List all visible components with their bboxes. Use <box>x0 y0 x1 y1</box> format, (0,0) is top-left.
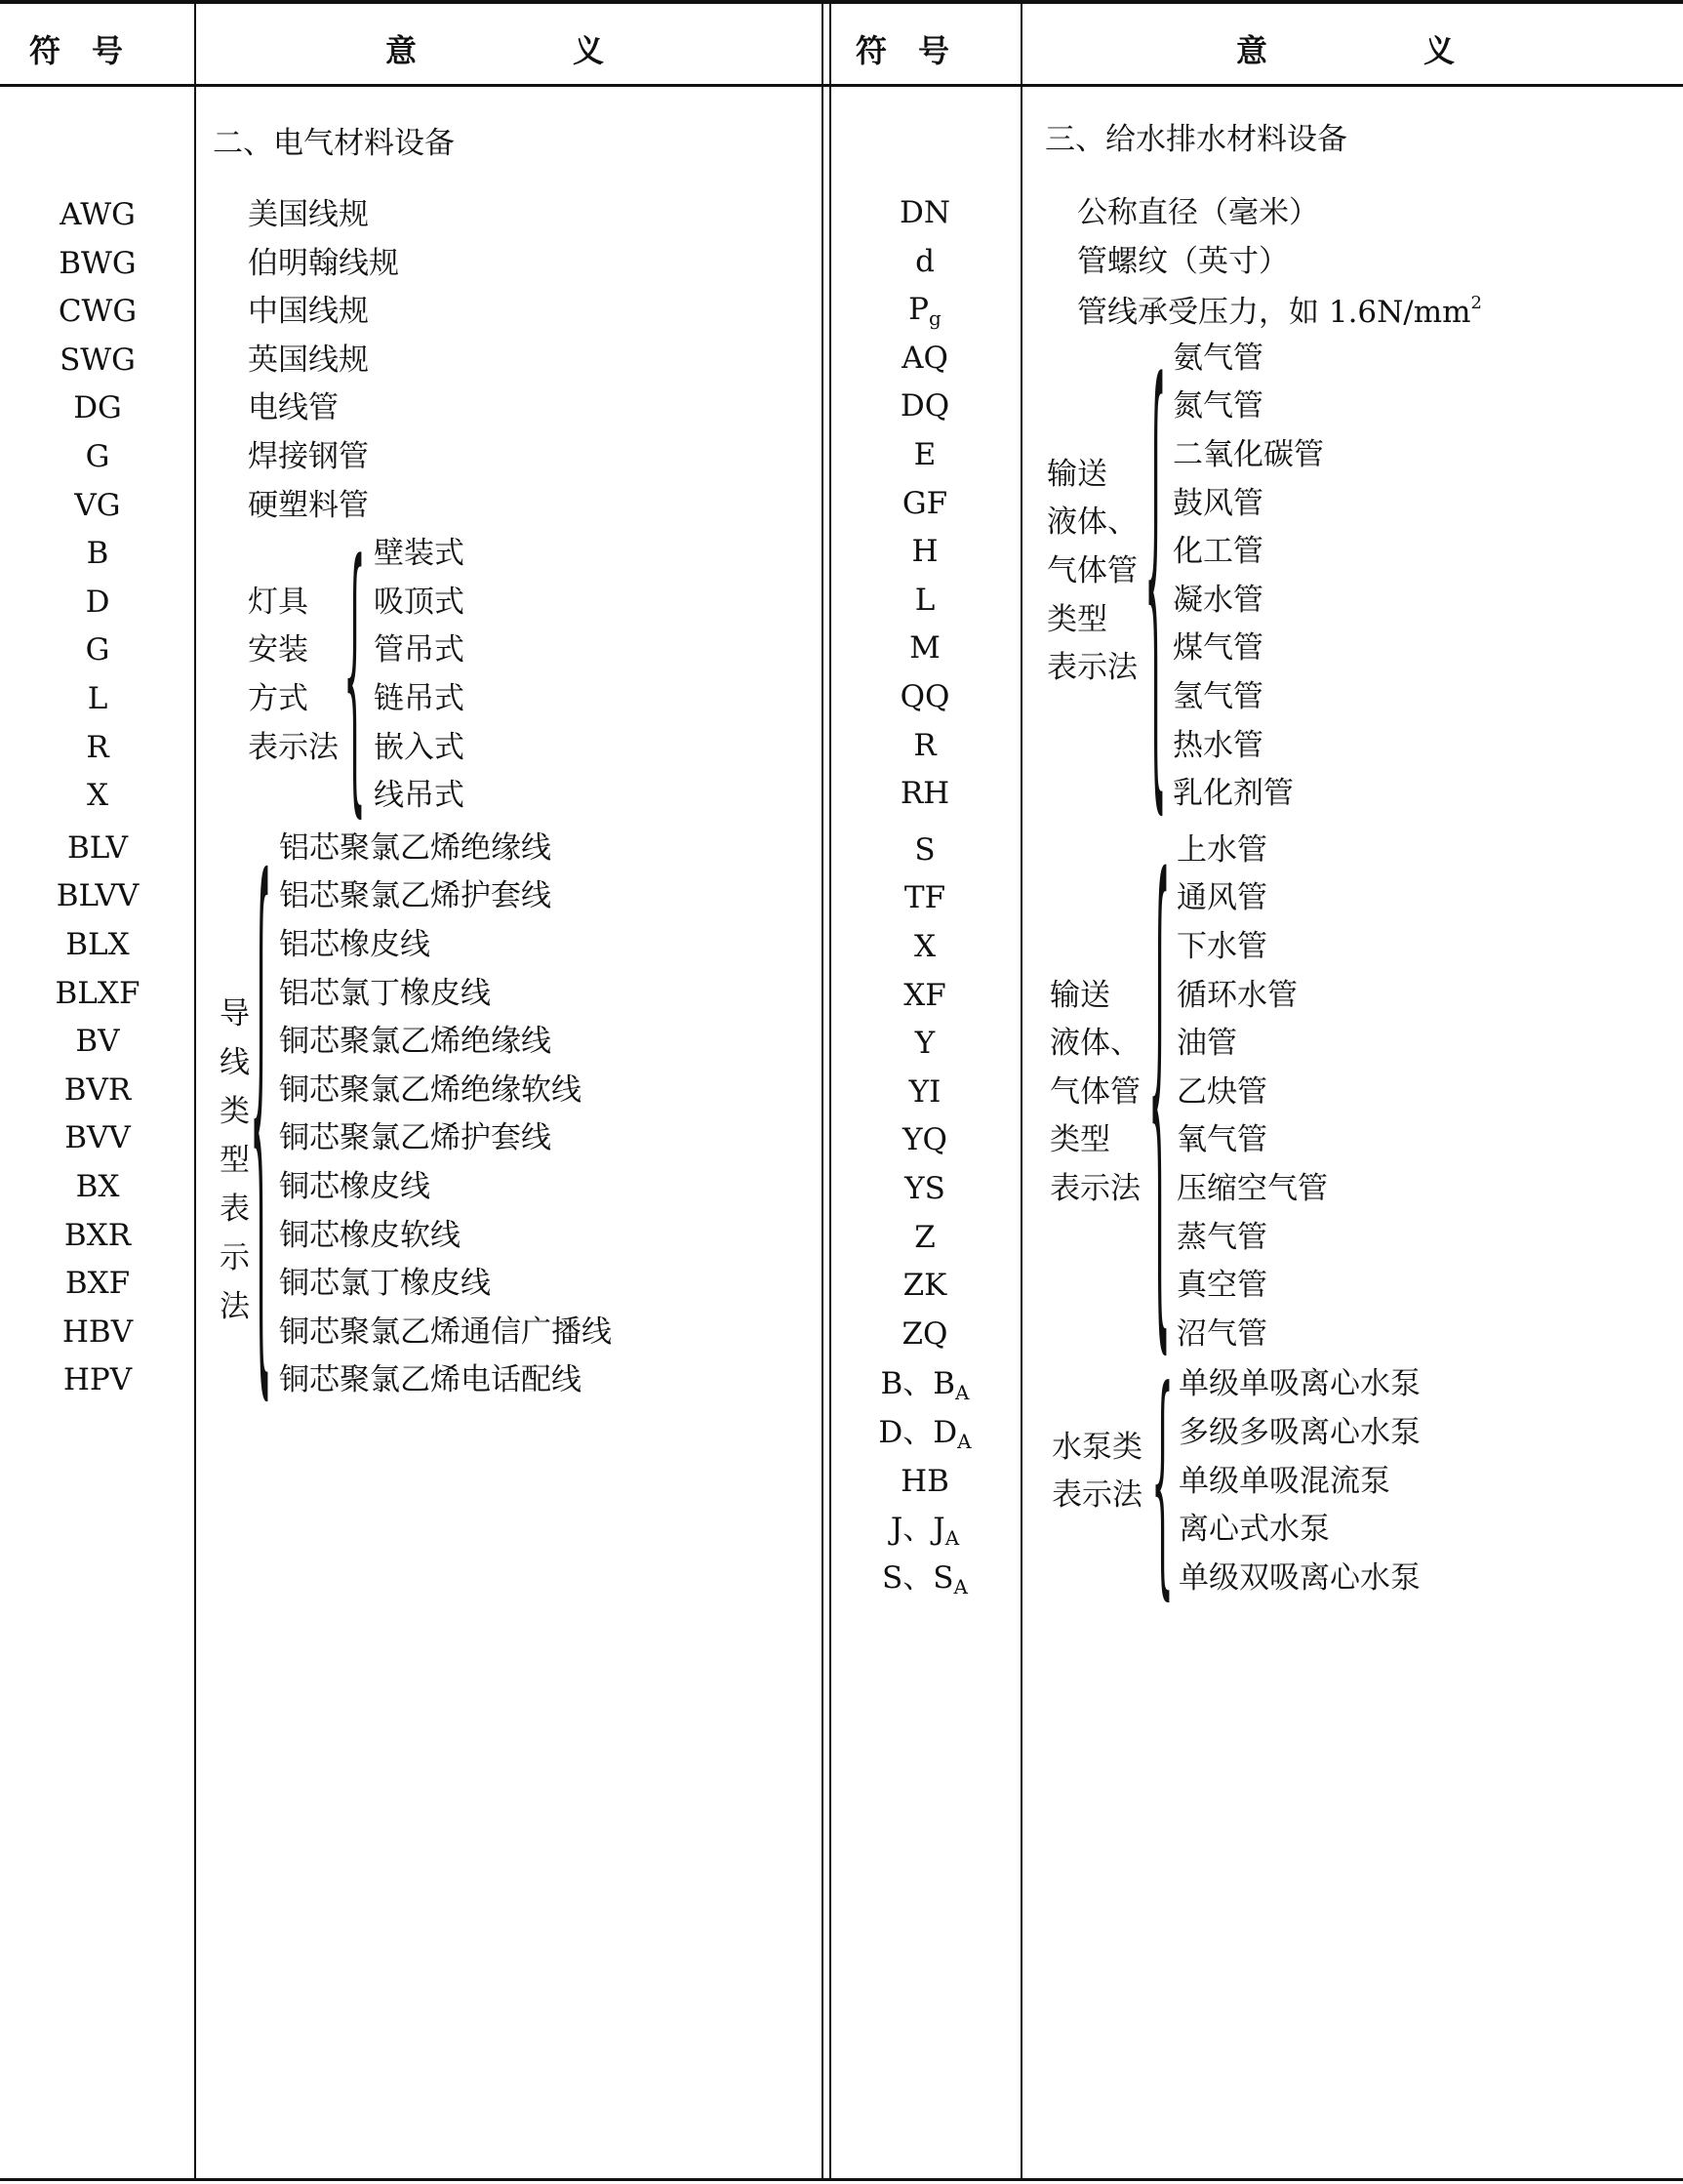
lamp-group-label: 表示法 <box>248 729 339 765</box>
header-meaning-right: 意 义 <box>1236 32 1456 69</box>
header-symbol-right: 符 号 <box>856 32 950 69</box>
pipe-group2-label: 类型 <box>1050 1122 1110 1158</box>
symbol-cell: d <box>915 243 935 279</box>
meaning-cell: 循环水管 <box>1177 977 1298 1013</box>
pipe-group2-label: 气体管 <box>1050 1073 1141 1110</box>
meaning-cell: 焊接钢管 <box>248 439 369 474</box>
wire-group-label: 示 <box>220 1239 250 1275</box>
meaning-cell: 铜芯橡皮线 <box>279 1169 430 1204</box>
symbol-cell: X <box>86 778 109 814</box>
symbol-cell: L <box>87 681 108 716</box>
meaning-cell: 单级单吸离心水泵 <box>1179 1366 1421 1402</box>
symbol-cell: B、$B_A$ <box>880 1366 970 1405</box>
meaning-cell: 凝水管 <box>1173 582 1263 618</box>
symbol-cell: DN <box>900 195 950 230</box>
meaning-cell: 氢气管 <box>1173 679 1263 714</box>
symbol-cell: BLX <box>65 927 130 962</box>
pump-group-label: 表示法 <box>1052 1477 1142 1514</box>
meaning-cell: 铜芯氯丁橡皮线 <box>279 1266 491 1302</box>
symbol-cell: RH <box>900 776 950 812</box>
symbol-cell: X <box>913 929 937 964</box>
symbol-cell: E <box>913 437 937 472</box>
top-rule <box>0 0 1683 4</box>
section-title-electrical: 二、电气材料设备 <box>213 126 455 161</box>
symbol-cell: BLXF <box>55 975 140 1011</box>
symbol-cell: G <box>85 439 110 474</box>
meaning-cell: 蒸气管 <box>1177 1219 1267 1255</box>
meaning-cell: 管吊式 <box>374 632 464 668</box>
pipe-group1-label: 表示法 <box>1047 650 1138 686</box>
meaning-cell: 铜芯聚氯乙烯绝缘线 <box>279 1024 551 1060</box>
meaning-cell: 硬塑料管 <box>248 487 369 523</box>
meaning-cell: 化工管 <box>1173 534 1263 570</box>
meaning-cell: 管线承受压力，如 $1.6N/mm^2$ <box>1077 293 1482 331</box>
symbol-cell: L <box>914 582 936 618</box>
center-double-divider-a <box>821 0 823 2181</box>
bottom-rule <box>0 2178 1683 2181</box>
symbol-cell: YQ <box>902 1122 947 1158</box>
symbol-cell: CWG <box>58 294 138 330</box>
meaning-cell: 真空管 <box>1177 1268 1267 1304</box>
meaning-cell: 通风管 <box>1177 880 1267 916</box>
symbol-cell: BVR <box>63 1072 132 1108</box>
symbol-cell: XF <box>903 977 946 1013</box>
meaning-cell: 电线管 <box>248 390 339 426</box>
meaning-cell: 多级多吸离心水泵 <box>1179 1415 1421 1450</box>
symbol-cell: BXR <box>63 1217 132 1253</box>
symbol-cell: $P_g$ <box>908 292 942 331</box>
meaning-cell: 氨气管 <box>1173 340 1263 376</box>
meaning-cell: 伯明翰线规 <box>248 245 399 281</box>
wire-group-label: 类 <box>220 1093 250 1129</box>
wire-group-brace: { <box>250 784 272 1452</box>
symbol-cell: Y <box>914 1026 936 1062</box>
wire-group-label: 线 <box>220 1044 250 1080</box>
symbol-cell: YI <box>908 1073 942 1110</box>
symbol-cell: S <box>914 831 936 868</box>
wire-group-label: 型 <box>220 1142 250 1178</box>
meaning-cell: 油管 <box>1177 1026 1237 1062</box>
meaning-cell: 线吊式 <box>374 778 464 814</box>
meaning-cell: 乳化剂管 <box>1173 776 1294 812</box>
meaning-cell: 离心式水泵 <box>1179 1512 1330 1548</box>
wire-group-label: 法 <box>220 1288 250 1324</box>
pipe-group2-label: 液体、 <box>1050 1026 1141 1062</box>
wire-group-label: 表 <box>220 1191 250 1227</box>
pipe-group1-label: 类型 <box>1047 601 1107 637</box>
symbol-cell: B <box>86 536 109 572</box>
meaning-cell: 美国线规 <box>248 197 369 232</box>
symbol-cell: AQ <box>902 340 948 376</box>
meaning-cell: 铜芯聚氯乙烯绝缘软线 <box>279 1072 581 1108</box>
symbol-cell: ZQ <box>902 1315 948 1352</box>
meaning-cell: 铝芯氯丁橡皮线 <box>279 975 491 1011</box>
symbol-cell: SWG <box>60 342 136 378</box>
meaning-cell: 管螺纹（英寸） <box>1077 243 1289 279</box>
lamp-group-label: 安装 <box>248 632 308 668</box>
section-title-water: 三、给水排水材料设备 <box>1045 122 1347 157</box>
symbol-cell: TF <box>903 880 946 916</box>
meaning-cell: 铝芯聚氯乙烯绝缘线 <box>279 829 551 866</box>
symbol-cell: R <box>913 727 937 763</box>
pump-group-label: 水泵类 <box>1052 1429 1142 1465</box>
lamp-group-label: 方式 <box>248 681 308 716</box>
symbol-cell: GF <box>902 485 948 521</box>
meaning-cell: 铝芯聚氯乙烯护套线 <box>279 878 551 914</box>
header-rule <box>0 84 1683 87</box>
meaning-cell: 单级双吸离心水泵 <box>1179 1559 1421 1596</box>
symbol-cell: S、$S_A$ <box>882 1559 968 1598</box>
pipe-group1-label: 输送 <box>1047 456 1107 492</box>
meaning-cell: 煤气管 <box>1173 630 1263 667</box>
header-meaning-left: 意 义 <box>385 32 605 69</box>
meaning-cell: 铜芯聚氯乙烯通信广播线 <box>279 1314 612 1350</box>
meaning-cell: 上水管 <box>1177 831 1267 868</box>
symbol-cell: BWG <box>59 245 137 281</box>
symbol-cell: BV <box>75 1024 120 1060</box>
symbol-cell: HBV <box>61 1314 134 1350</box>
meaning-cell: 二氧化碳管 <box>1173 437 1324 472</box>
pipe-group2-label: 表示法 <box>1050 1171 1141 1206</box>
meaning-cell: 吸顶式 <box>374 584 464 620</box>
symbol-cell: ZK <box>902 1268 947 1304</box>
symbol-cell: HPV <box>62 1362 133 1398</box>
meaning-cell: 嵌入式 <box>374 729 464 765</box>
symbol-cell: H <box>911 534 939 570</box>
pipe-group1-brace: { <box>1144 301 1167 858</box>
symbol-cell: AWG <box>60 197 136 232</box>
meaning-cell: 铜芯聚氯乙烯电话配线 <box>279 1362 581 1398</box>
meaning-cell: 热水管 <box>1173 727 1263 763</box>
symbol-cell: HB <box>901 1463 949 1499</box>
meaning-cell: 英国线规 <box>248 342 369 378</box>
meaning-cell: 氮气管 <box>1173 388 1263 425</box>
symbol-cell: DQ <box>900 388 950 425</box>
symbol-cell: BXF <box>64 1266 131 1302</box>
header-symbol-left: 符 号 <box>29 32 124 69</box>
symbol-cell: D、$D_A$ <box>878 1415 972 1453</box>
pipe-group1-label: 液体、 <box>1047 505 1138 541</box>
meaning-cell: 压缩空气管 <box>1177 1171 1328 1206</box>
wire-group-label: 导 <box>220 995 250 1031</box>
pipe-group2-label: 输送 <box>1050 977 1110 1013</box>
symbol-cell: J、$J_A$ <box>890 1512 960 1551</box>
symbol-cell: D <box>85 584 110 620</box>
symbol-cell: M <box>909 630 941 667</box>
symbol-cell: DG <box>73 390 122 426</box>
symbol-cell: VG <box>74 487 121 523</box>
symbol-cell: BX <box>75 1169 120 1204</box>
pipe-group1-label: 气体管 <box>1047 553 1138 589</box>
lamp-group-brace: { <box>343 510 366 846</box>
meaning-cell: 公称直径（毫米） <box>1077 195 1319 230</box>
pump-group-brace: { <box>1151 1345 1174 1624</box>
symbol-cell: R <box>86 729 109 765</box>
symbol-cell: Z <box>914 1219 936 1255</box>
meaning-cell: 铜芯聚氯乙烯护套线 <box>279 1120 551 1156</box>
meaning-cell: 沼气管 <box>1177 1315 1267 1352</box>
meaning-cell: 中国线规 <box>248 294 369 330</box>
pipe-group2-brace: { <box>1148 789 1171 1402</box>
meaning-cell: 铝芯橡皮线 <box>279 927 430 962</box>
symbol-cell: QQ <box>900 679 950 714</box>
meaning-cell: 壁装式 <box>374 536 464 572</box>
symbol-cell: YS <box>904 1171 945 1206</box>
symbol-cell: BLVV <box>56 878 140 914</box>
symbol-cell: BLV <box>66 829 129 866</box>
meaning-cell: 下水管 <box>1177 929 1267 964</box>
meaning-cell: 铜芯橡皮软线 <box>279 1217 461 1253</box>
meaning-cell: 单级单吸混流泵 <box>1179 1463 1390 1499</box>
meaning-cell: 鼓风管 <box>1173 485 1263 521</box>
meaning-cell: 氧气管 <box>1177 1122 1267 1158</box>
lamp-group-label: 灯具 <box>248 584 308 620</box>
meaning-cell: 链吊式 <box>374 681 464 716</box>
symbol-cell: G <box>85 632 110 668</box>
meaning-cell: 乙炔管 <box>1177 1073 1267 1110</box>
symbol-cell: BVV <box>64 1120 131 1156</box>
